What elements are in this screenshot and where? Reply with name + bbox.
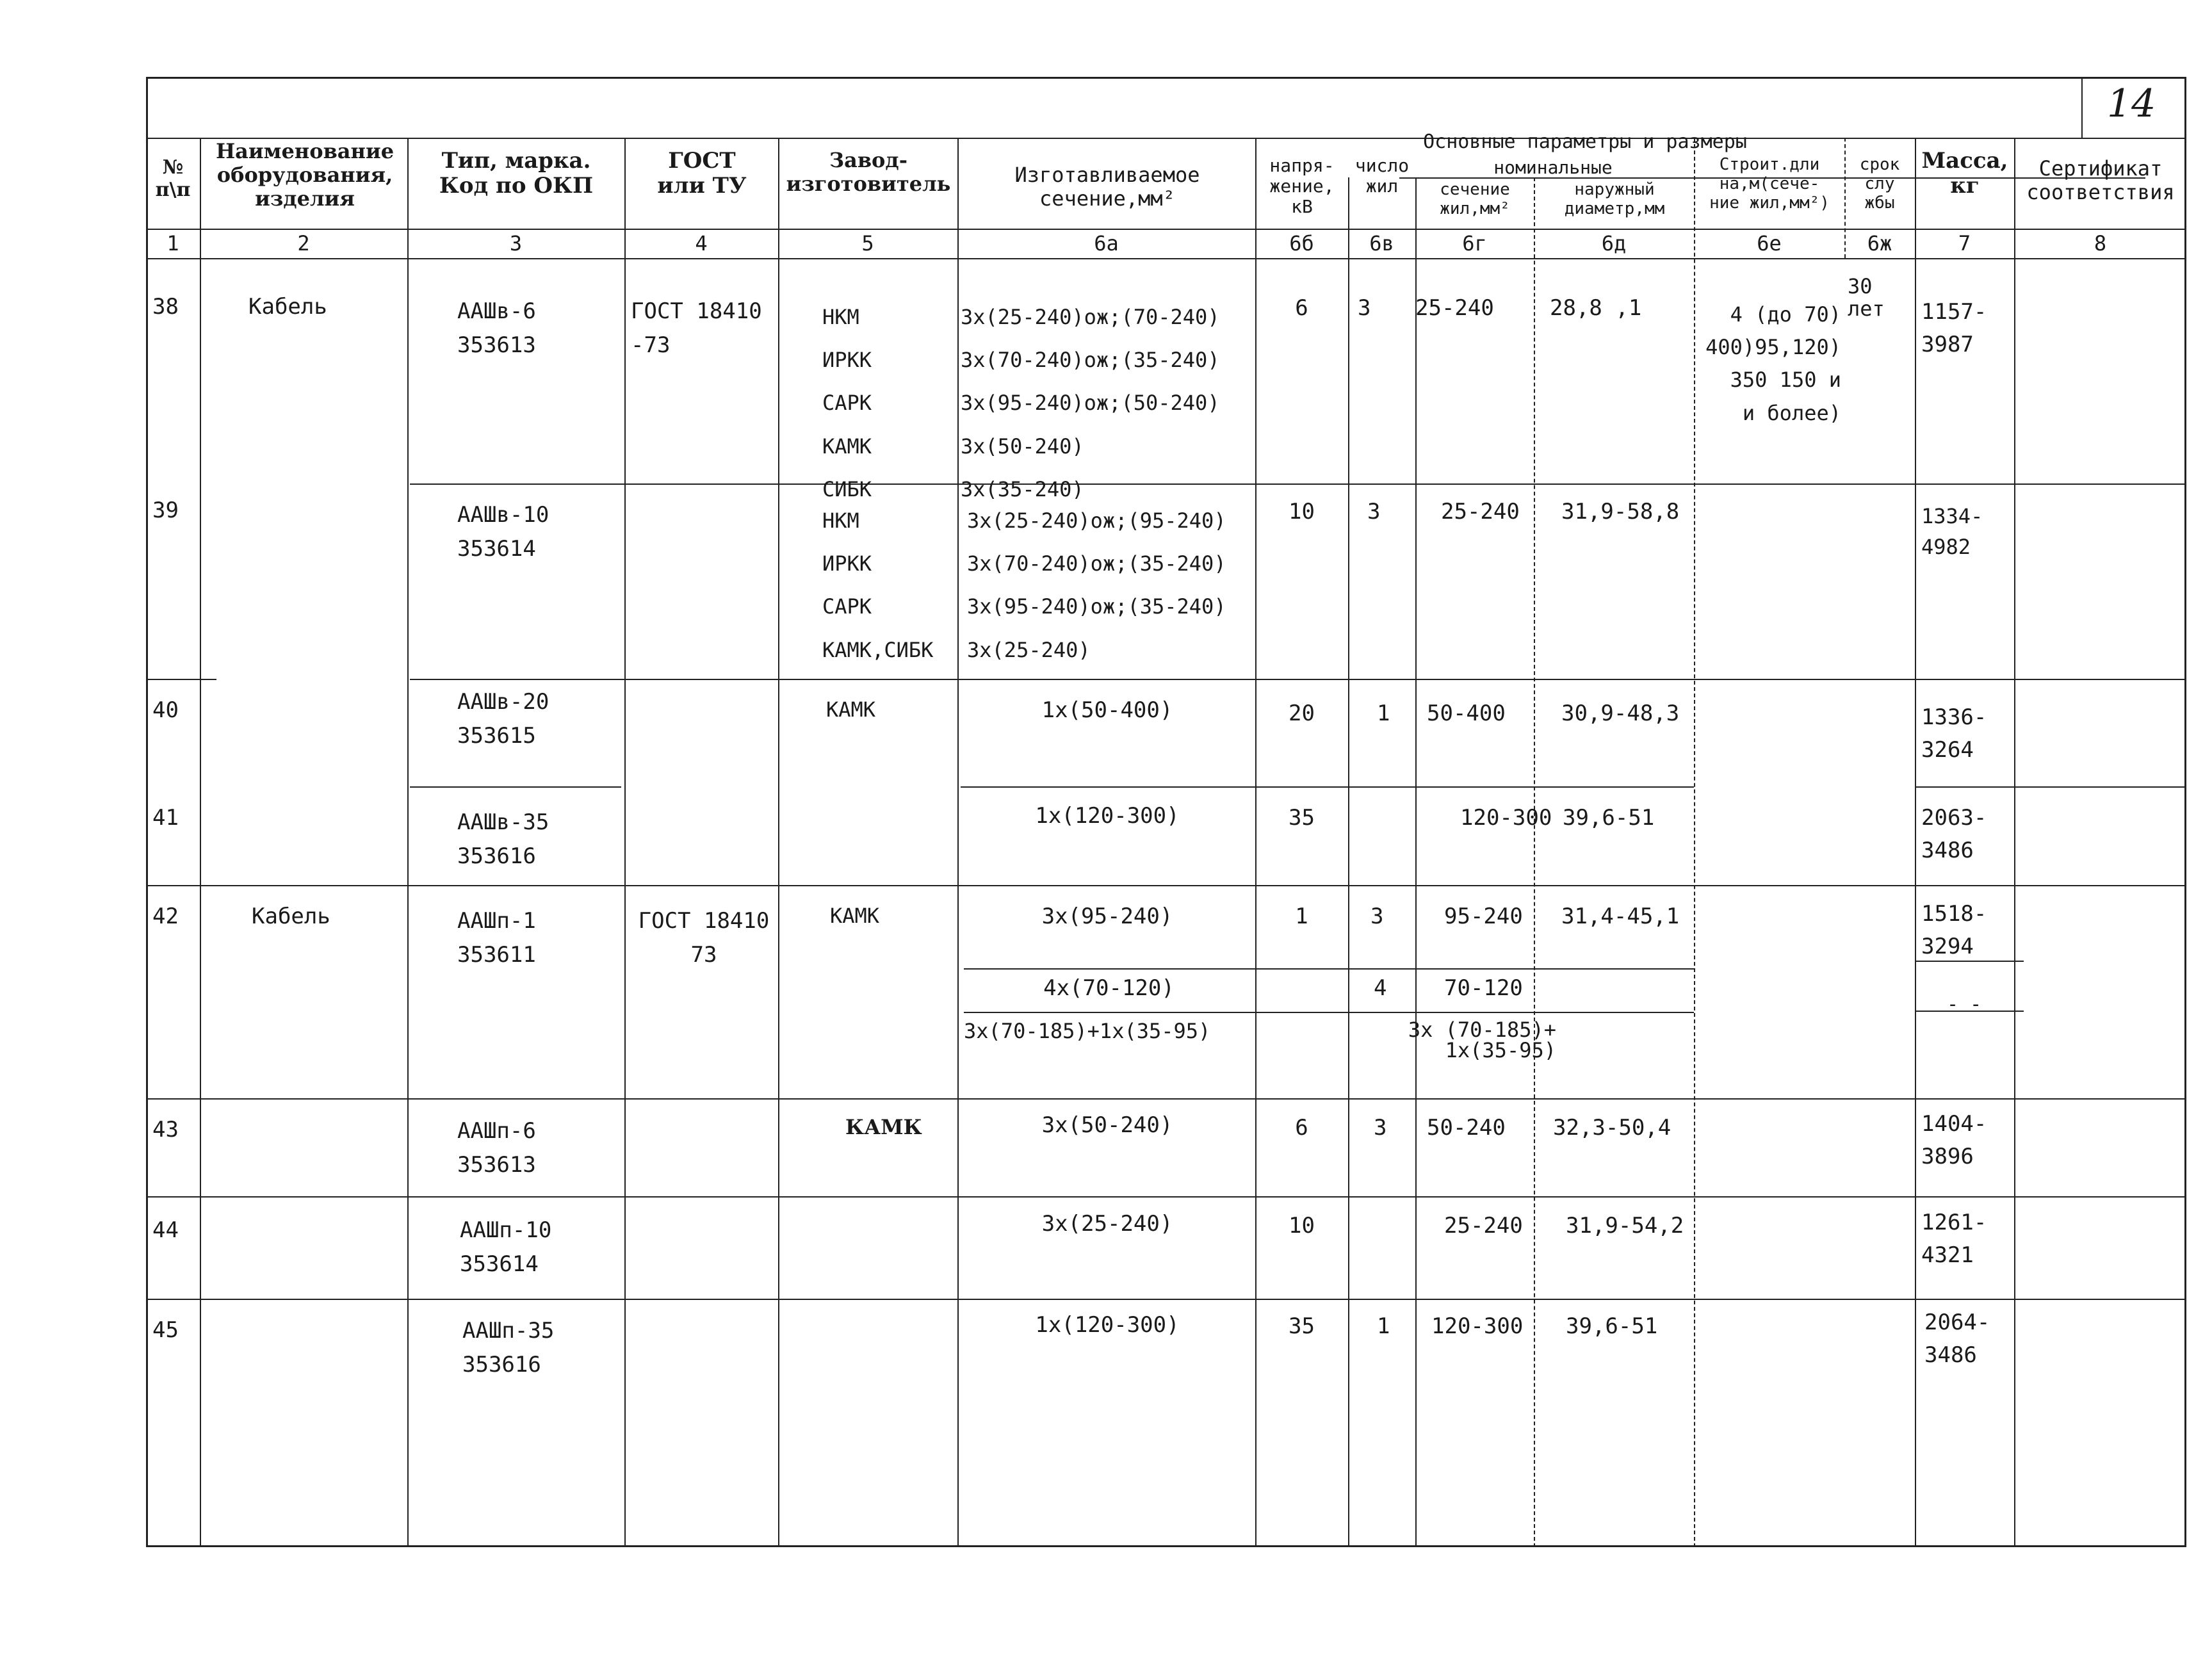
row-nominal-section: 25-240 [1441,499,1520,524]
colnum-4: 4 [695,231,708,256]
row-no: 42 [152,904,179,929]
row-nominal-section: 25-240 [1444,1213,1523,1239]
row-factory: КАМК [826,697,876,722]
row-voltage: 10 [1289,499,1315,524]
col-line-1 [200,138,201,1547]
row-voltage: 6 [1295,295,1308,321]
row-line-41c [1915,786,2186,788]
row-diameter: 28,8 ,1 [1550,295,1642,321]
colnum-6v: 6в [1369,231,1394,256]
header-bottom-line [146,229,2186,230]
row-section: 1х(120-300) [1035,803,1180,829]
col-line-6g [1534,177,1535,1547]
row-cores: 3 [1358,295,1371,321]
row-mass: 1518- 3294 [1921,901,1987,959]
row-section: 3х(50-240) [1041,1112,1173,1138]
row-section-b: 4х(70-120) [1043,975,1175,1001]
header-name: Наименование оборудования, изделия [215,139,394,211]
row-section-c: 3х(70-185)+1х(35-95) [964,1019,1211,1043]
row-voltage: 35 [1289,1313,1315,1339]
row-nominal-section: 120-300 [1431,1313,1524,1339]
row-mass: 2063- 3486 [1921,805,1987,863]
col-line-4 [778,138,779,1547]
row-line-42c [964,1012,1694,1013]
col-line-5 [957,138,959,1547]
row-mass: 1157- 3987 [1921,299,1987,357]
header-voltage: напря- жение, кВ [1269,155,1335,218]
colnum-7: 7 [1958,231,1971,256]
row-diameter: 31,9-58,8 [1561,499,1680,524]
row-no: 41 [152,805,179,831]
col-line-7 [1915,138,1916,1547]
row-mass-b: - - [1947,993,1982,1016]
col-line-2 [407,138,409,1547]
colnum-6zh: 6ж [1867,231,1892,256]
row-factory: КАМК [845,1115,922,1139]
row-nominal-section: 25-240 [1415,295,1494,321]
row-type: ААШв-20 353615 [457,689,549,749]
row-mass: 1334- 4982 [1921,504,1983,559]
row-mass: 1336- 3264 [1921,704,1987,763]
colnum-2: 2 [297,231,310,256]
row-factories: НКМ ИРКК САРК КАМК,СИБК [822,508,934,662]
row-diameter: 32,3-50,4 [1553,1115,1671,1141]
row-cores: 3 [1374,1115,1387,1141]
row-name: Кабель [248,294,327,320]
row-diameter: 39,6-51 [1566,1313,1658,1339]
row-section: 3х(25-240) [1041,1211,1173,1237]
colnum-1: 1 [167,231,179,256]
row-service-life: 30 лет [1848,274,1885,321]
row-no: 38 [152,294,179,320]
row-type: ААШп-6 353613 [457,1118,536,1178]
row-factory: КАМК [830,904,880,928]
row-diameter: 31,9-54,2 [1566,1213,1684,1239]
header-factory: Завод- изготовитель [786,148,951,196]
col-line-3 [624,138,626,1547]
colnum-6g: 6г [1462,231,1487,256]
col-line-8 [2014,138,2015,1547]
row-type: ААШп-10 353614 [460,1217,552,1277]
row-type: ААШв-6 353613 [457,298,536,358]
header-diameter: наружный диаметр,мм [1564,180,1665,218]
header-cores: число жил [1354,155,1410,197]
row-line-41a [410,786,621,788]
row-voltage: 6 [1295,1115,1308,1141]
row-line-42 [146,885,2186,886]
row-no: 40 [152,697,179,723]
row-gost: ГОСТ 18410 -73 [631,298,762,358]
header-gost: ГОСТ или ТУ [657,148,747,199]
page-number: 14 [2107,81,2156,126]
row-nominal-section: 120-300 [1460,805,1552,831]
colnum-8: 8 [2094,231,2107,256]
row-nominal-b: 70-120 [1444,975,1523,1001]
row-line-43 [146,1098,2186,1100]
row-cores-b: 4 [1374,975,1387,1001]
row-mass: 1404- 3896 [1921,1111,1987,1169]
row-line-40a [146,679,216,680]
row-nominal-section: 50-240 [1427,1115,1506,1141]
row-section: 1х(120-300) [1035,1312,1180,1338]
row-sections: 3х(25-240)ож;(95-240) 3х(70-240)ож;(35-240) 3х(95-240)ож;(35-240) 3х(25-240) [967,508,1226,662]
row-diameter: 39,6-51 [1563,805,1655,831]
row-cores: 1 [1377,701,1390,726]
row-mass: 2064- 3486 [1924,1310,1990,1368]
header-length: Строит.дли на,м(сече- ние жил,мм²) [1709,155,1830,213]
colnum-6a: 6а [1094,231,1119,256]
col-line-6b [1348,177,1349,1547]
row-mass: 1261- 4321 [1921,1210,1987,1268]
row-section-a: 3х(95-240) [1041,904,1173,929]
row-cores: 1 [1377,1313,1390,1339]
row-voltage: 10 [1289,1213,1315,1239]
row-voltage: 35 [1289,805,1315,831]
row-factories: НКМ ИРКК САРК КАМК СИБК [822,305,872,501]
header-service-life: срок слу жбы [1859,155,1900,213]
row-diameter: 30,9-48,3 [1561,701,1680,726]
colnum-6d: 6д [1601,231,1627,256]
header-group6: Основные параметры и размеры [1423,131,1747,153]
col-line-6d [1694,138,1695,1547]
colnum-3: 3 [509,231,523,256]
row-sections: 3х(25-240)ож;(70-240) 3х(70-240)ож;(35-240) 3х(95-240)ож;(50-240) 3х(50-240) 3х(35-240) [961,305,1220,501]
row-line-41b [961,786,1694,788]
colnum-bottom-line [146,258,2186,259]
row-nominal-c: 3х (70-185)+ 1х(35-95) [1408,1018,1556,1062]
header-type: Тип, марка. Код по ОКП [439,148,594,199]
row-line-39 [410,483,2186,485]
header-no: № п\п [155,156,191,201]
row-no: 43 [152,1117,179,1142]
page-box-edge [2081,77,2083,138]
header-section: Изготавливаемое сечение,мм² [1014,163,1200,211]
row-section: 1х(50-400) [1041,697,1173,723]
row-line-42b [964,968,1694,970]
row-cores-a: 3 [1370,904,1384,929]
row-voltage: 20 [1289,701,1315,726]
row-nominal-section: 50-400 [1427,701,1506,726]
colnum-5: 5 [861,231,874,256]
row-no: 45 [152,1317,179,1343]
row-gost: ГОСТ 18410 73 [638,908,770,968]
row-line-45 [146,1299,2186,1300]
row-cores: 3 [1367,499,1381,524]
header-nominal-section: сечение жил,мм² [1440,180,1510,218]
row-type: ААШв-10 353614 [457,502,549,562]
row-no: 39 [152,498,179,523]
row-name: Кабель [252,904,330,929]
row-line-44 [146,1196,2186,1198]
row-no: 44 [152,1217,179,1243]
row-nominal-a: 95-240 [1444,904,1523,929]
row-type: ААШп-1 353611 [457,908,536,968]
row-voltage: 1 [1295,904,1308,929]
header-certificate: Сертификат соответствия [2026,156,2175,204]
row-line-40b [410,679,2186,680]
row-diameter: 31,4-45,1 [1561,904,1680,929]
row-length: 4 (до 70) 400)95,120) 350 150 и и более) [1705,302,1841,425]
colnum-6b: 6б [1289,231,1314,256]
row-type: ААШп-35 353616 [462,1318,555,1377]
col-line-6v [1415,177,1417,1547]
header-mass: Масса, кг [1921,148,2008,199]
header-nominal: номинальные [1493,157,1613,178]
row-type: ААШв-35 353616 [457,809,549,869]
colnum-6e: 6е [1757,231,1782,256]
